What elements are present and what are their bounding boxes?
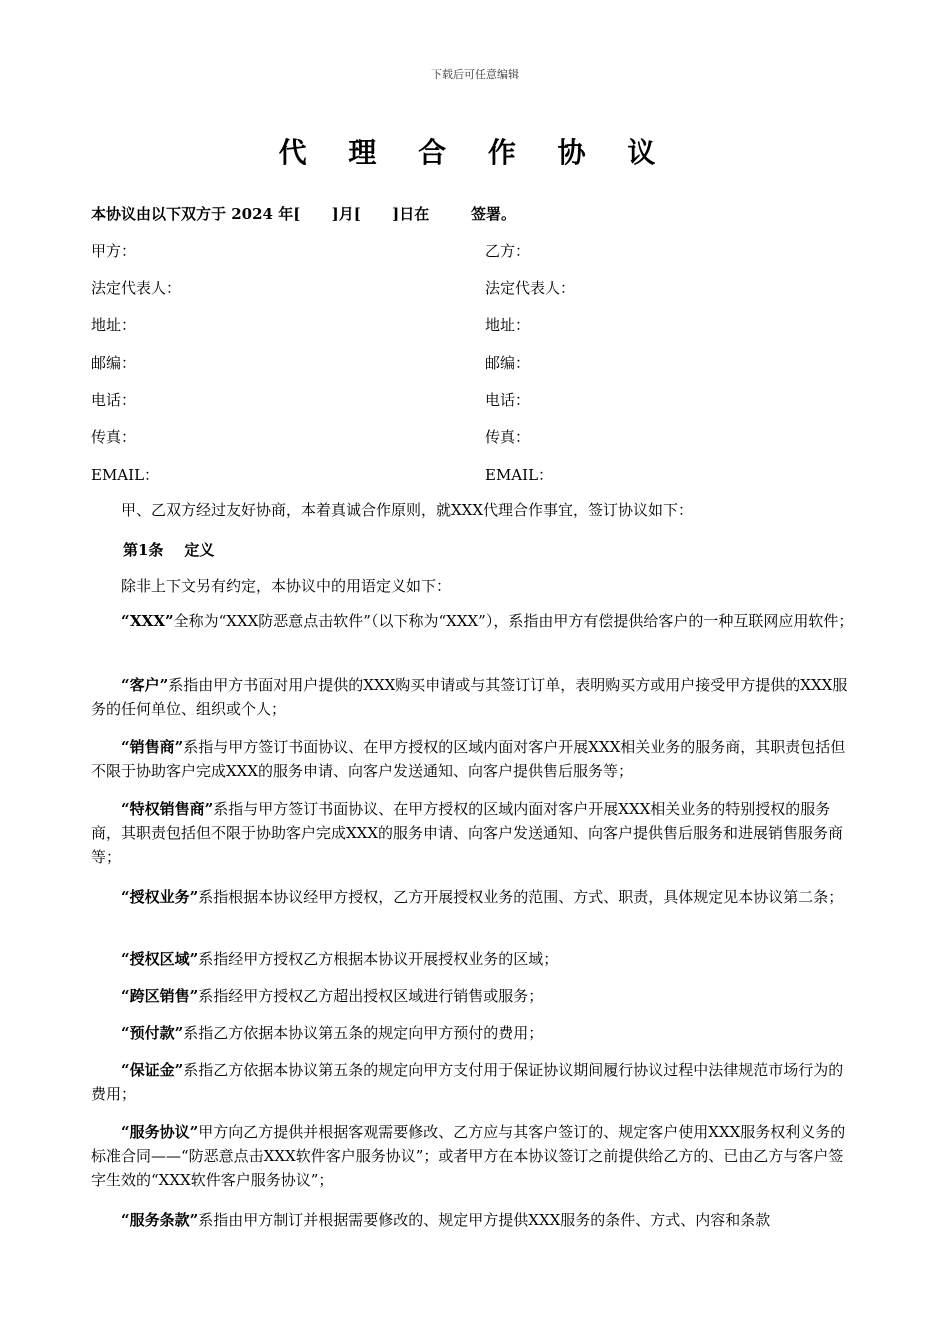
party-b-rep: 法定代表人： (485, 279, 576, 297)
definition-term: “跨区销售” (121, 987, 199, 1005)
party-b-label: 乙方： (485, 242, 531, 260)
definition-term: “服务协议” (121, 1123, 199, 1141)
definition-term: “服务条款” (121, 1211, 199, 1229)
header-note: 下载后可任意编辑 (431, 68, 519, 81)
definition-xxx (91, 609, 856, 633)
party-a-address: 地址： (91, 316, 137, 334)
definition-reseller (91, 735, 856, 783)
party-b-address: 地址： (485, 316, 531, 334)
definition-text: 系指与甲方签订书面协议、在甲方授权的区域内面对客户开展XXX相关业务的服务商，其职责包括但不限于协助客户完成XXX的服务申请、向客户发送通知、向客户提供售后服务等； (91, 738, 846, 780)
definition-authorized-business (91, 885, 856, 909)
definition-service-agreement (91, 1120, 856, 1192)
definition-customer (91, 673, 856, 721)
party-a-phone: 电话： (91, 391, 137, 409)
definition-deposit (91, 1058, 856, 1106)
definition-text: 系指经甲方授权乙方超出授权区域进行销售或服务； (198, 987, 544, 1005)
definition-term: “预付款” (121, 1024, 184, 1042)
definition-text: 系指由甲方制订并根据需要修改的、规定甲方提供XXX服务的条件、方式、内容和条款 (198, 1211, 771, 1229)
definition-term: “授权业务” (121, 888, 199, 906)
party-b-email: EMAIL： (485, 466, 554, 484)
definition-text: 系指与甲方签订书面协议、在甲方授权的区域内面对客户开展XXX相关业务的特别授权的服务商，其职责包括但不限于协助客户完成XXX的服务申请、向客户发送通知、向客户提供售后服务和进展销售服务商等； (91, 800, 844, 866)
definition-prepayment (91, 1021, 856, 1045)
article-1-lead: 除非上下文另有约定，本协议中的用语定义如下： (121, 577, 452, 595)
party-a-rep: 法定代表人： (91, 279, 182, 297)
definition-text: 系指乙方依据本协议第五条的规定向甲方预付的费用； (183, 1024, 544, 1042)
definition-text: 全称为“XXX防恶意点击软件”（以下称为“XXX”），系指由甲方有偿提供给客户的一种互联网应用软件； (173, 612, 854, 630)
definition-term: “特权销售商” (121, 800, 214, 818)
definition-service-terms (91, 1208, 856, 1232)
definition-cross-region-sales (91, 984, 856, 1008)
definition-term: “客户” (121, 676, 169, 694)
party-b-fax: 传真： (485, 428, 531, 446)
definition-text: 系指乙方依据本协议第五条的规定向甲方支付用于保证协议期间履行协议过程中法律规范市场行为的费用； (91, 1061, 844, 1103)
definition-text: 系指根据本协议经甲方授权，乙方开展授权业务的范围、方式、职责，具体规定见本协议第二条； (198, 888, 844, 906)
definition-text: 系指由甲方书面对用户提供的XXX购买申请或与其签订订单，表明购买方或用户接受甲方提供的XXX服务的任何单位、组织或个人； (91, 676, 848, 718)
party-a-label: 甲方： (91, 242, 137, 260)
definition-text: 甲方向乙方提供并根据客观需要修改、乙方应与其客户签订的、规定客户使用XXX服务权利义务的标准合同——“防恶意点击XXX软件客户服务协议”；或者甲方在本协议签订之前提供给乙方的、已由乙方与客户签字生效的“XXX软件客户服务协议”； (91, 1123, 846, 1189)
definition-term: “XXX” (121, 612, 174, 630)
party-a-fax: 传真： (91, 428, 137, 446)
definition-privileged-reseller (91, 797, 856, 869)
party-a-postcode: 邮编： (91, 354, 137, 372)
party-a-email: EMAIL： (91, 466, 160, 484)
definition-text: 系指经甲方授权乙方根据本协议开展授权业务的区域； (198, 950, 559, 968)
article-1-heading: 第1条 定义 (123, 541, 215, 559)
party-b-postcode: 邮编： (485, 354, 531, 372)
intro-paragraph: 甲、乙双方经过友好协商，本着真诚合作原则，就XXX代理合作事宜，签订协议如下： (121, 501, 694, 519)
party-b-phone: 电话： (485, 391, 531, 409)
definition-term: “授权区域” (121, 950, 199, 968)
document-title: 代 理 合 作 协 议 (278, 136, 672, 169)
definition-authorized-region (91, 947, 856, 971)
definition-term: “保证金” (121, 1061, 184, 1079)
definition-term: “销售商” (121, 738, 184, 756)
signing-statement: 本协议由以下双方于 2024 年[ ]月[ ]日在 签署。 (91, 205, 517, 223)
